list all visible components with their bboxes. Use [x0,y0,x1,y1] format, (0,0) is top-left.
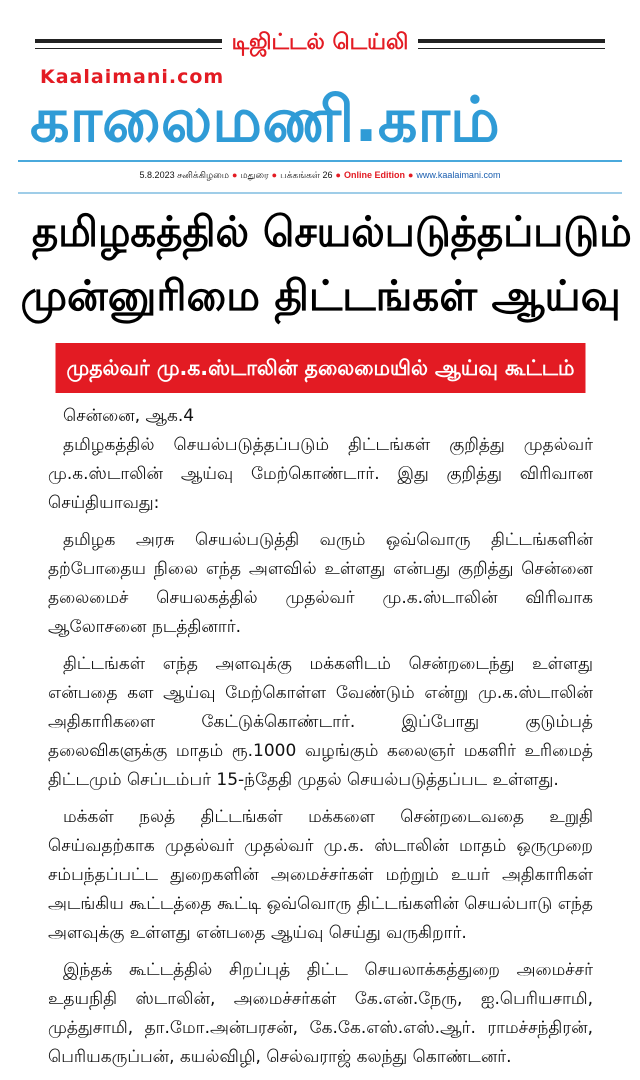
divider [18,192,622,194]
edition-label: Online Edition [343,170,405,180]
article-paragraph: திட்டங்கள் எந்த அளவுக்கு மக்களிடம் சென்றடைந்து உள்ளது என்பதை கள ஆய்வு மேற்கொள்ள வேண்டும் என்று மு.க.ஸ்டாலின் அதிகாரிகளை கேட்டுக்கொண்டார். இப்போது குடும்பத் தலைவிகளுக்கு மாதம் ரூ.1000 வழங்கும் கலைஞர் மகளிர் உரிமைத் திட்டமும் செப்டம்பர் 15-ந்தேதி முதல் செயல்படுத்தப்பட உள்ளது. [48,654,593,790]
masthead-tagline: டிஜிட்டல் டெய்லி [231,30,409,55]
masthead-tagline-row [35,30,605,58]
dateline: 5.8.2023 சனிக்கிழமை ● மதுரை ● பக்கங்கள் 26 ● Online Edition ● www.kaalaimani.com [139,170,501,180]
article-headline [20,200,632,328]
edition-city: மதுரை [240,170,269,180]
divider [35,39,222,49]
site-name-english: Kaalaimani.com [40,66,225,88]
article-paragraph: தமிழக அரசு செயல்படுத்தி வரும் ஒவ்வொரு திட்டங்களின் தற்போதைய நிலை எந்த அளவில் உள்ளது என்பது குறித்து சென்னை தலைமைச் செயலகத்தில் முதல்வர் மு.க.ஸ்டாலின் விரிவாக ஆலோசனை நடத்தினார். [48,530,593,637]
article-paragraph: தமிழகத்தில் செயல்படுத்தப்படும் திட்டங்கள் குறித்து முதல்வர் மு.க.ஸ்டாலின் ஆய்வு மேற்கொண்டார். இது குறித்து விரிவான செய்தியாவது: [48,435,593,513]
article-paragraph: மக்கள் நலத் திட்டங்கள் மக்களை சென்றடைவதை உறுதி செய்வதற்காக முதல்வர் முதல்வர் மு.க. ஸ்டாலின் மாதம் ஒருமுறை சம்பந்தப்பட்ட துறைகளின் அமைச்சர்கள் மற்றும் உயர் அதிகாரிகள் அடங்கிய கூட்டத்தை கூட்டி ஒவ்வொரு திட்டங்களின் செயல்பாடு எந்த அளவுக்கு உள்ளது என்பதை ஆய்வு செய்து வருகிறார். [48,807,593,943]
divider [18,160,622,162]
article-paragraph: இந்தக் கூட்டத்தில் சிறப்புத் திட்ட செயலாக்கத்துறை அமைச்சர் உதயநிதி ஸ்டாலின், அமைச்சர்கள் கே.என்.நேரு, ஐ.பெரியசாமி, முத்துசாமி, தா.மோ.அன்பரசன், கே.கே.எஸ்.எஸ்.ஆர். ராமச்சந்திரன், பெரியகருப்பன், கயல்விழி, செல்வராஜ் கலந்து கொண்டனர். [48,960,593,1067]
site-url: www.kaalaimani.com [416,170,501,180]
headline-line: முன்னுரிமை திட்டங்கள் ஆய்வு [20,271,621,320]
newspaper-logo: காலைமணி.காம் [30,83,500,156]
subheadline-banner: முதல்வர் மு.க.ஸ்டாலின் தலைமையில் ஆய்வு கூட்டம் [56,343,586,393]
headline-line: தமிழகத்தில் செயல்படுத்தப்படும் [32,207,632,256]
page-count: பக்கங்கள் 26 [280,170,333,180]
article-place: சென்னை, ஆக.4 [63,406,195,426]
divider [418,39,605,49]
issue-date: 5.8.2023 சனிக்கிழமை [139,170,229,180]
article-body [48,402,593,1080]
